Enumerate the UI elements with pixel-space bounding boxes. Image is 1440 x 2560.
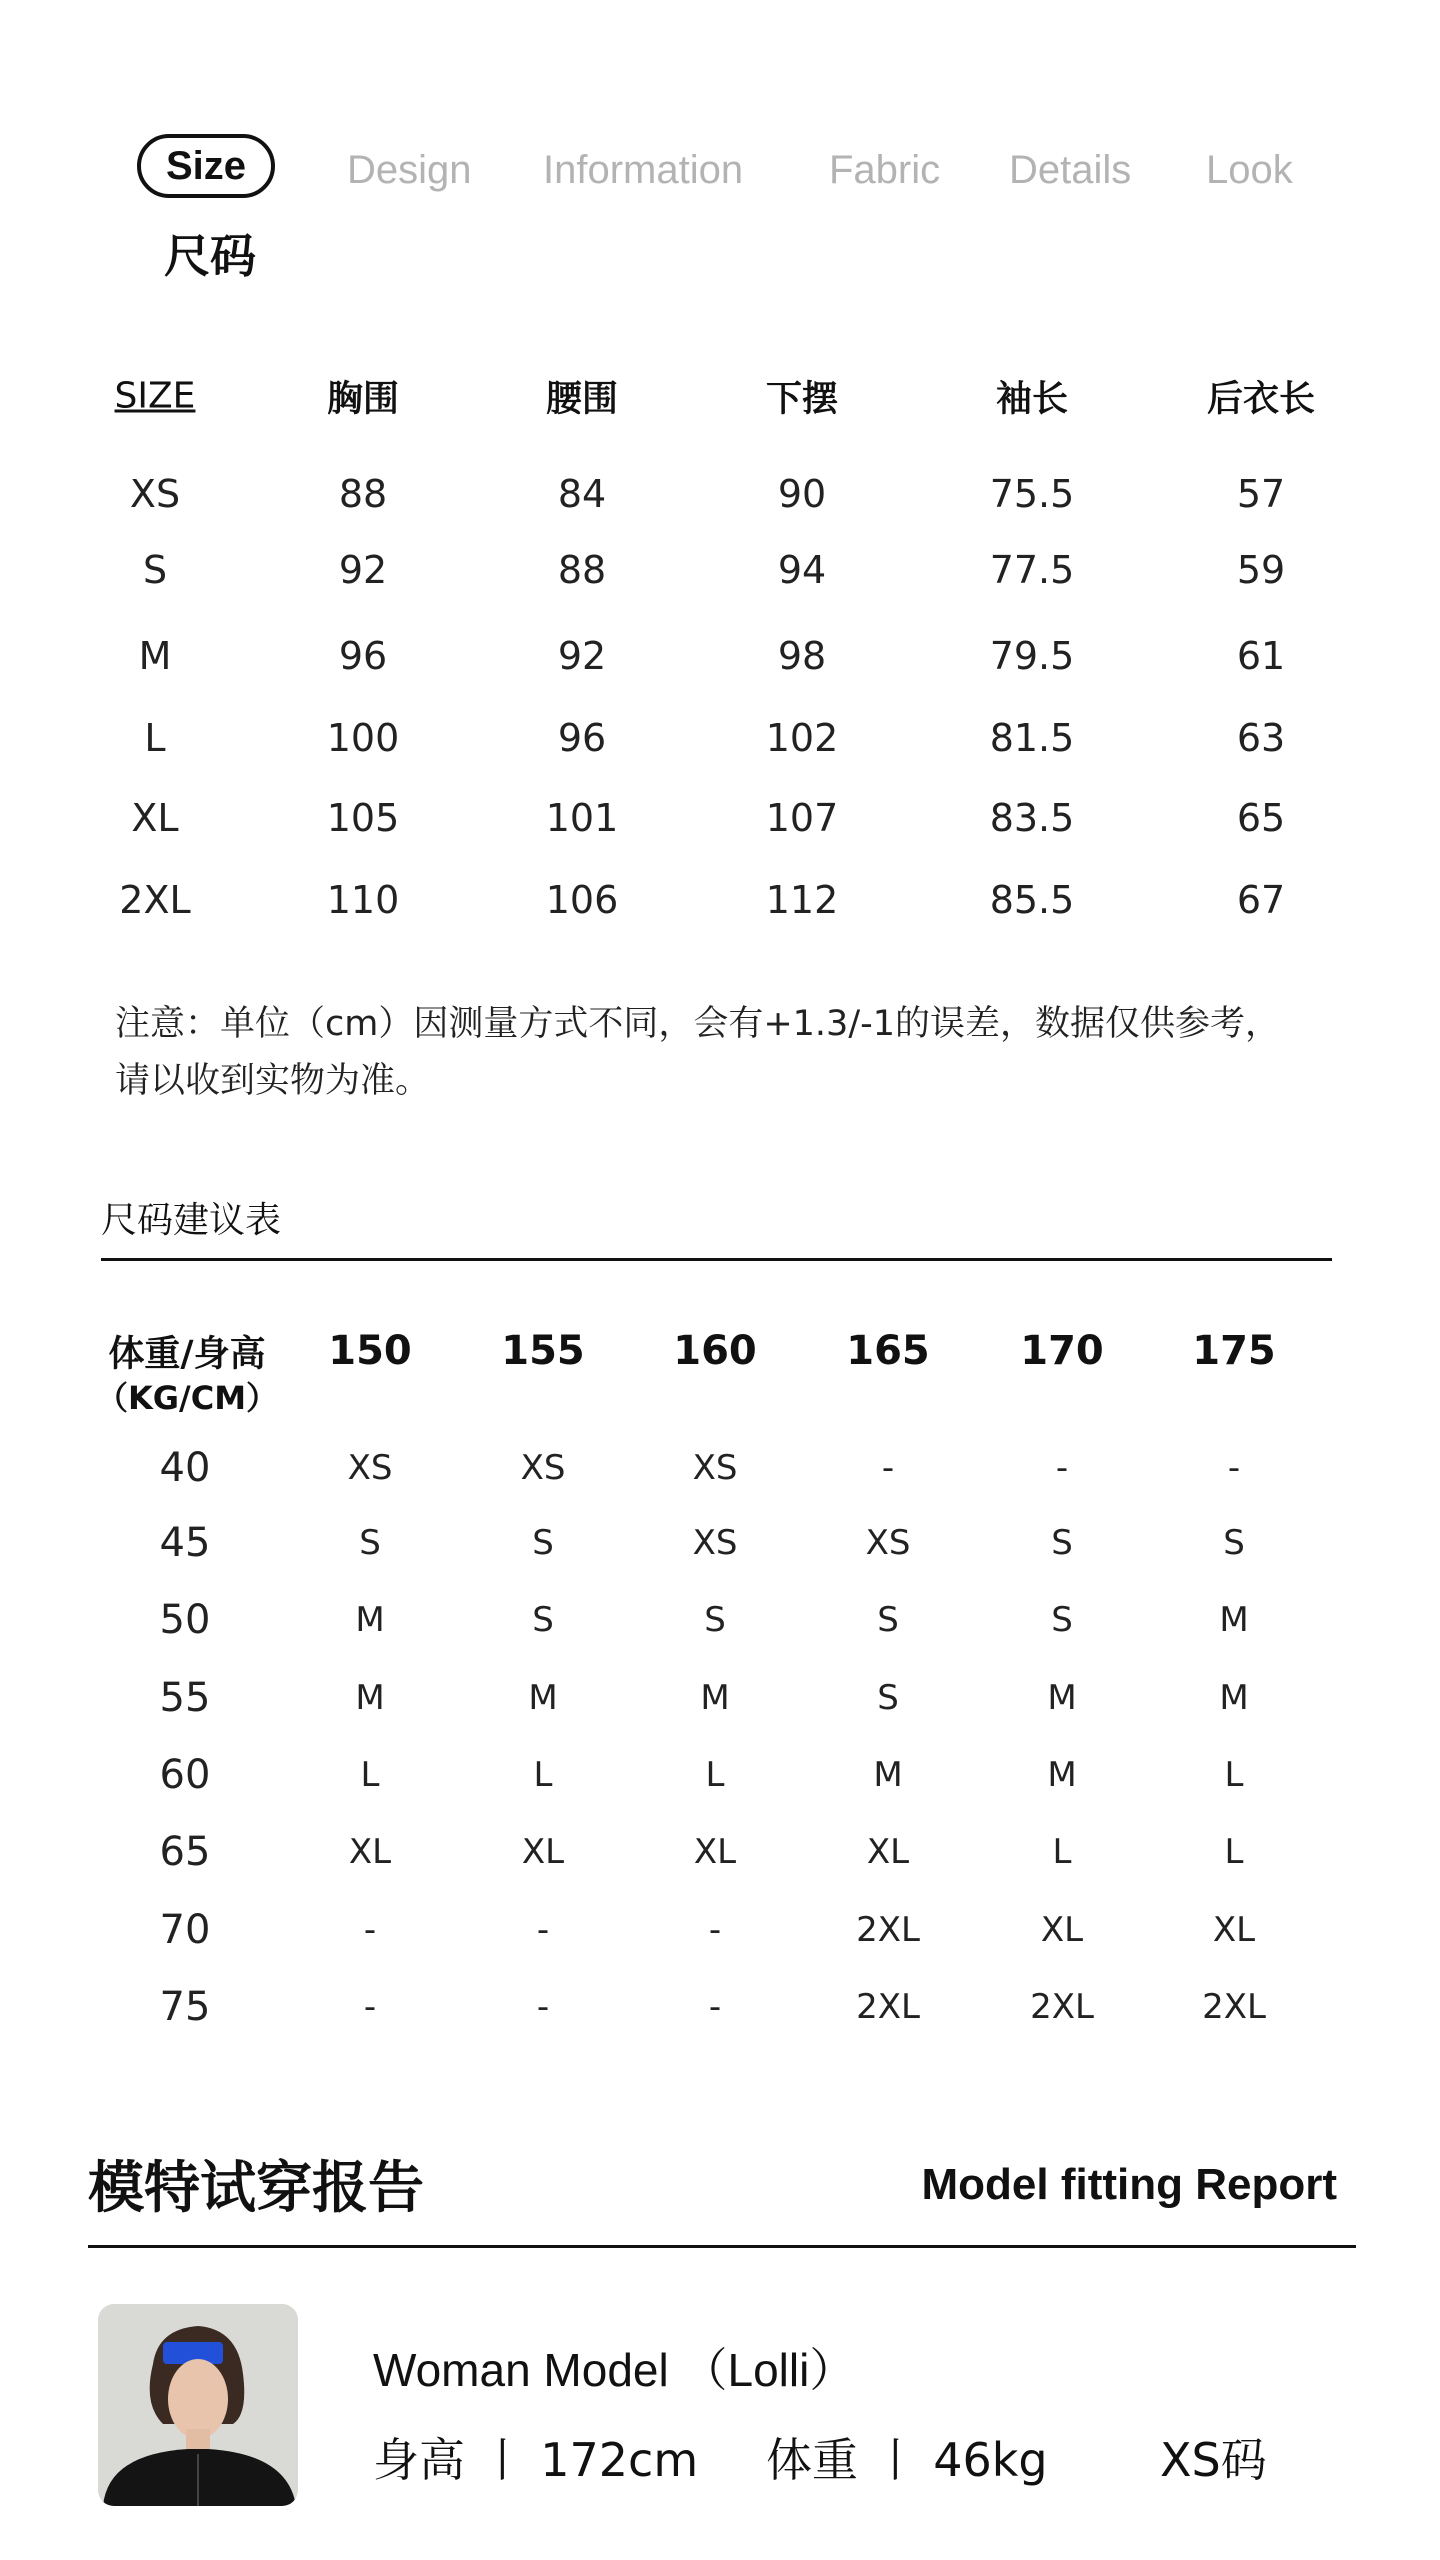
recommend-cell: - [708,1910,722,1950]
height-header: 160 [673,1328,757,1374]
size-table-header: 后衣长 [1206,378,1316,420]
size-table-header: SIZE [114,375,196,417]
weight-label: 45 [159,1520,211,1566]
recommend-cell: L [1224,1832,1244,1872]
recommend-cell: S [1051,1523,1073,1563]
size-table-cell: 85.5 [989,878,1075,922]
recommend-cell: S [877,1600,899,1640]
size-table-cell: 105 [326,796,400,840]
tab-design[interactable]: Design [347,148,472,192]
size-table-cell: 77.5 [989,548,1075,592]
recommend-cell: XL [1040,1910,1084,1950]
weight-label: 55 [159,1675,211,1721]
size-table-header: 袖长 [995,378,1069,420]
recommend-cell: M [1219,1600,1249,1640]
size-table-cell: L [144,716,166,760]
recommend-cell: XS [865,1523,911,1563]
size-table-cell: 65 [1236,796,1286,840]
recommend-cell: M [355,1678,385,1718]
recommend-cell: 2XL [856,1910,920,1950]
height-header: 170 [1020,1328,1104,1374]
tab-information[interactable]: Information [543,148,744,192]
recommend-cell: 2XL [1202,1987,1266,2027]
recommend-cell: S [1051,1600,1073,1640]
size-table-cell: XL [131,796,179,840]
recommend-cell: XL [1212,1910,1256,1950]
recommend-cell: L [1052,1832,1072,1872]
size-table-cell: 98 [777,634,827,678]
recommend-cell: - [363,1987,377,2027]
size-table-header: 腰围 [545,378,619,420]
model-photo [98,2304,298,2506]
size-table-header: 胸围 [326,378,400,420]
size-table-cell: 92 [338,548,388,592]
recommend-cell: M [1047,1678,1077,1718]
size-table-cell: 59 [1236,548,1286,592]
recommend-cell: 2XL [1030,1987,1094,2027]
divider [101,1258,1332,1261]
height-header: 175 [1192,1328,1276,1374]
model-height: 身高 丨 172cm [373,2433,699,2487]
size-table-cell: 2XL [119,878,191,922]
recommend-cell: S [1223,1523,1245,1563]
weight-label: 40 [159,1445,211,1491]
recommend-cell: M [700,1678,730,1718]
recommend-cell: - [881,1448,895,1488]
size-table-cell: S [142,548,168,592]
size-table-cell: 88 [557,548,607,592]
recommend-cell: M [355,1600,385,1640]
recommend-cell: - [536,1910,550,1950]
size-table-cell: XS [129,472,181,516]
size-table-cell: 61 [1236,634,1286,678]
weight-label: 70 [159,1907,211,1953]
model-weight: 体重 丨 46kg [766,2433,1048,2487]
size-table-cell: 96 [557,716,607,760]
recommend-cell: - [1055,1448,1069,1488]
recommend-cell: XL [521,1832,565,1872]
corner-label: 体重/身高 [108,1333,266,1375]
model-report-title-en: Model fitting Report [921,2160,1337,2209]
size-table-cell: 88 [338,472,388,516]
recommend-cell: - [536,1987,550,2027]
note-line-1: 注意：单位（cm）因测量方式不同，会有+1.3/-1的误差，数据仅供参考， [115,1004,1281,1044]
recommend-cell: XS [520,1448,566,1488]
weight-label: 60 [159,1752,211,1798]
weight-label: 65 [159,1829,211,1875]
size-table-cell: 106 [545,878,619,922]
model-report-title: 模特试穿报告 [88,2156,424,2221]
recommend-cell: - [708,1987,722,2027]
tab-size[interactable]: Size [137,134,275,198]
divider [88,2245,1356,2248]
size-table-cell: 79.5 [989,634,1075,678]
recommend-cell: S [877,1678,899,1718]
height-header: 155 [501,1328,585,1374]
recommend-cell: XL [866,1832,910,1872]
size-table-cell: 57 [1236,472,1286,516]
size-table-cell: 107 [765,796,839,840]
recommend-cell: XS [692,1448,738,1488]
weight-label: 75 [159,1984,211,2030]
size-table-cell: 81.5 [989,716,1075,760]
recommend-cell: L [1224,1755,1244,1795]
size-table-cell: 94 [777,548,827,592]
size-table-cell: 102 [765,716,839,760]
tab-fabric[interactable]: Fabric [829,148,941,192]
size-table-cell: 63 [1236,716,1286,760]
size-table-cell: 112 [765,878,839,922]
size-table-cell: M [138,634,172,678]
height-header: 165 [846,1328,930,1374]
recommend-cell: XS [692,1523,738,1563]
model-size: XS码 [1160,2433,1267,2487]
model-avatar-icon [98,2304,298,2506]
model-name: Woman Model （Lolli） [373,2344,856,2396]
size-table-cell: 92 [557,634,607,678]
size-table-cell: 67 [1236,878,1286,922]
size-table-cell: 110 [326,878,400,922]
height-header: 150 [328,1328,412,1374]
section-subtitle: 尺码 [164,229,256,283]
recommend-cell: XL [693,1832,737,1872]
recommend-cell: S [359,1523,381,1563]
recommend-cell: M [528,1678,558,1718]
size-table-header: 下摆 [765,378,839,420]
recommend-cell: M [873,1755,903,1795]
recommend-cell: M [1047,1755,1077,1795]
recommend-cell: - [1227,1448,1241,1488]
recommend-cell: L [533,1755,553,1795]
note-line-2: 请以收到实物为准。 [115,1061,431,1101]
recommend-cell: - [363,1910,377,1950]
recommend-cell: M [1219,1678,1249,1718]
size-table-cell: 100 [326,716,400,760]
recommend-cell: S [532,1600,554,1640]
recommend-cell: S [704,1600,726,1640]
tab-details[interactable]: Details [1009,148,1132,192]
tab-look[interactable]: Look [1206,148,1293,192]
recommend-title: 尺码建议表 [101,1200,282,1241]
size-table-cell: 96 [338,634,388,678]
size-table-cell: 75.5 [989,472,1075,516]
recommend-cell: L [705,1755,725,1795]
recommend-cell: S [532,1523,554,1563]
recommend-cell: XS [347,1448,393,1488]
size-table-cell: 83.5 [989,796,1075,840]
recommend-cell: L [360,1755,380,1795]
size-table-cell: 101 [545,796,619,840]
size-table-cell: 84 [557,472,607,516]
weight-label: 50 [159,1597,211,1643]
size-table-cell: 90 [777,472,827,516]
recommend-cell: 2XL [856,1987,920,2027]
recommend-cell: XL [348,1832,392,1872]
corner-unit: （KG/CM） [95,1379,279,1417]
